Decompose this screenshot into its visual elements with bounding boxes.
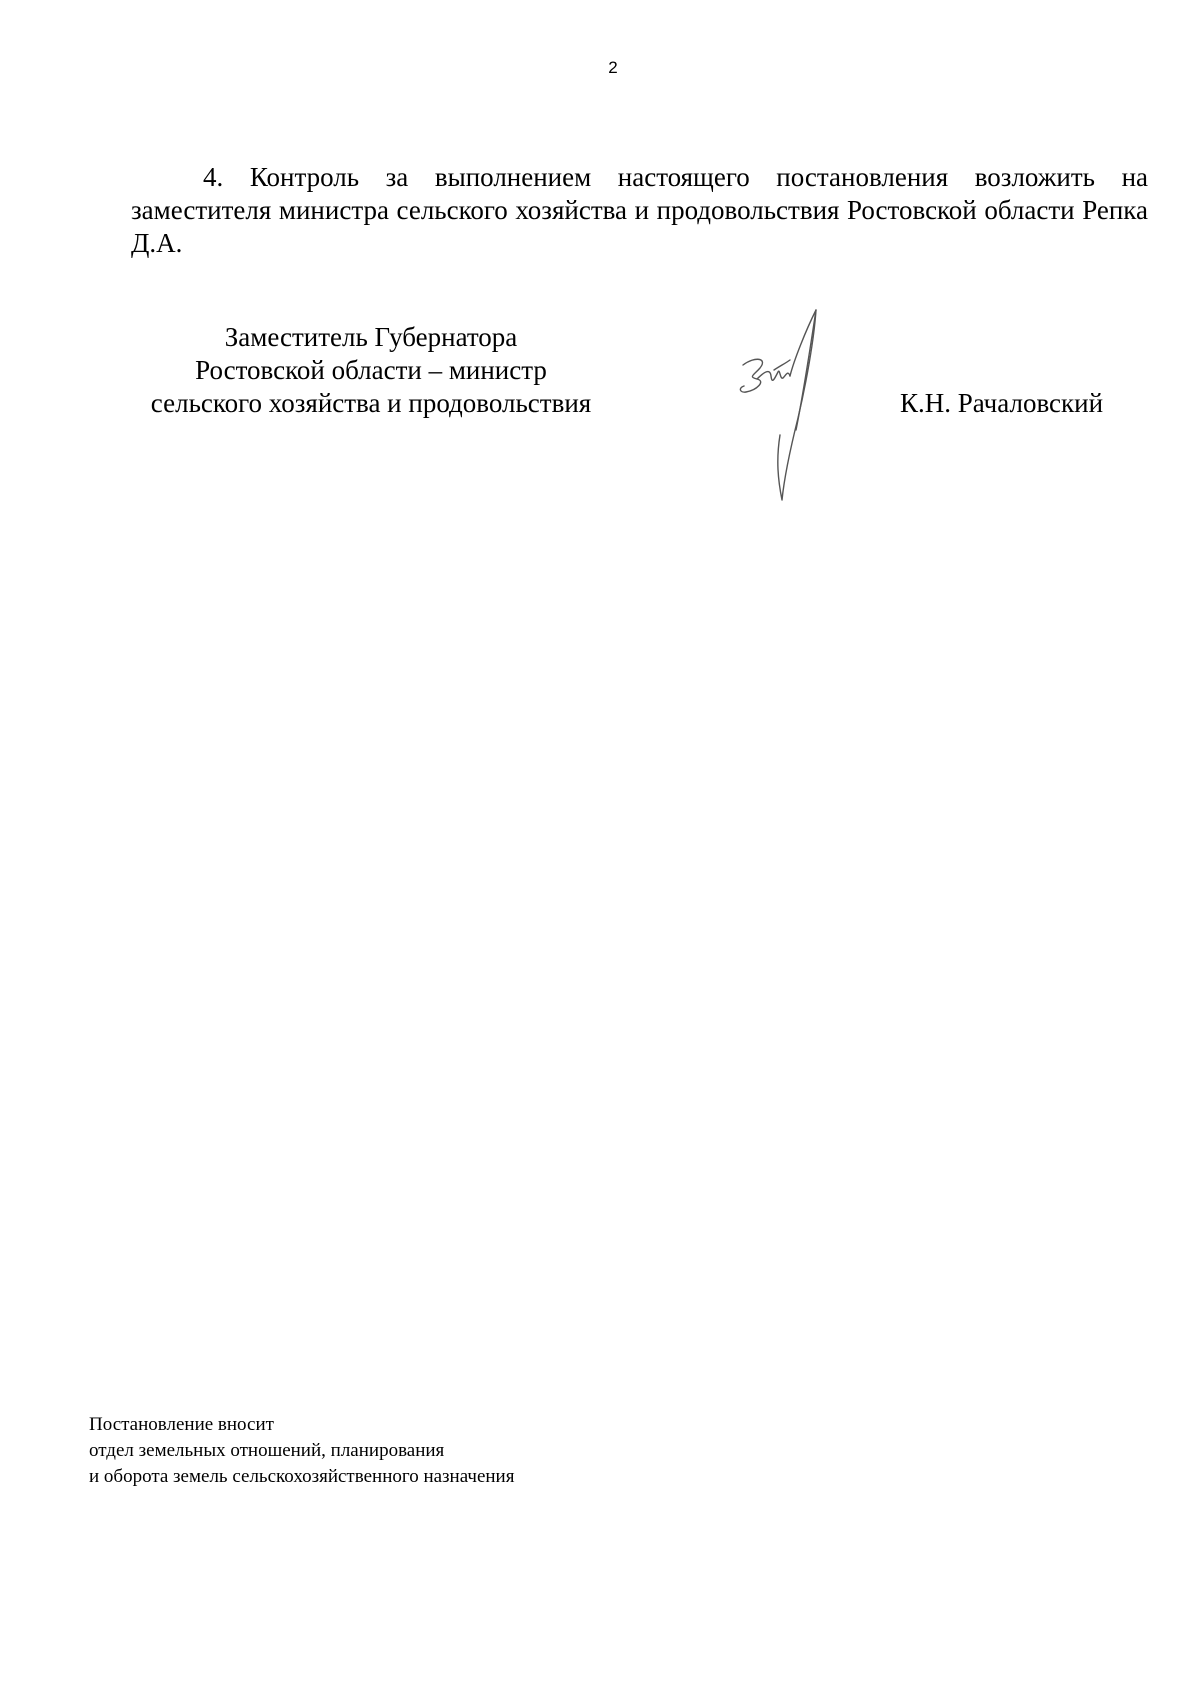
- paragraph-4: 4. Контроль за выполнением настоящего постановления возложить на заместителя министра сельского хозяйства и продовольствия Ростовской области Репка Д.А.: [131, 162, 1148, 258]
- footer-note: [89, 1412, 514, 1490]
- signatory-title-line-2: Ростовской области – министр: [195, 355, 547, 385]
- signatory-name: К.Н. Рачаловский: [900, 388, 1104, 418]
- footer-line-2: отдел земельных отношений, планирования: [89, 1440, 445, 1461]
- handwritten-signature: [730, 300, 850, 520]
- signatory-title-line-3: сельского хозяйства и продовольствия: [150, 388, 592, 418]
- footer-line-3: и оборота земель сельскохозяйственного назначения: [89, 1466, 515, 1487]
- footer-line-1: Постановление вносит: [89, 1414, 274, 1435]
- signature-stroke-2: [757, 371, 790, 380]
- page-number: 2: [608, 58, 618, 77]
- signature-stroke-3: [778, 310, 816, 500]
- signatory-title-line-1: Заместитель Губернатора: [224, 322, 518, 352]
- signature-stroke-4: [796, 310, 816, 430]
- signature-stroke-5: [774, 360, 790, 370]
- signatory-title: [133, 321, 609, 420]
- signature-stroke-1: [740, 359, 762, 392]
